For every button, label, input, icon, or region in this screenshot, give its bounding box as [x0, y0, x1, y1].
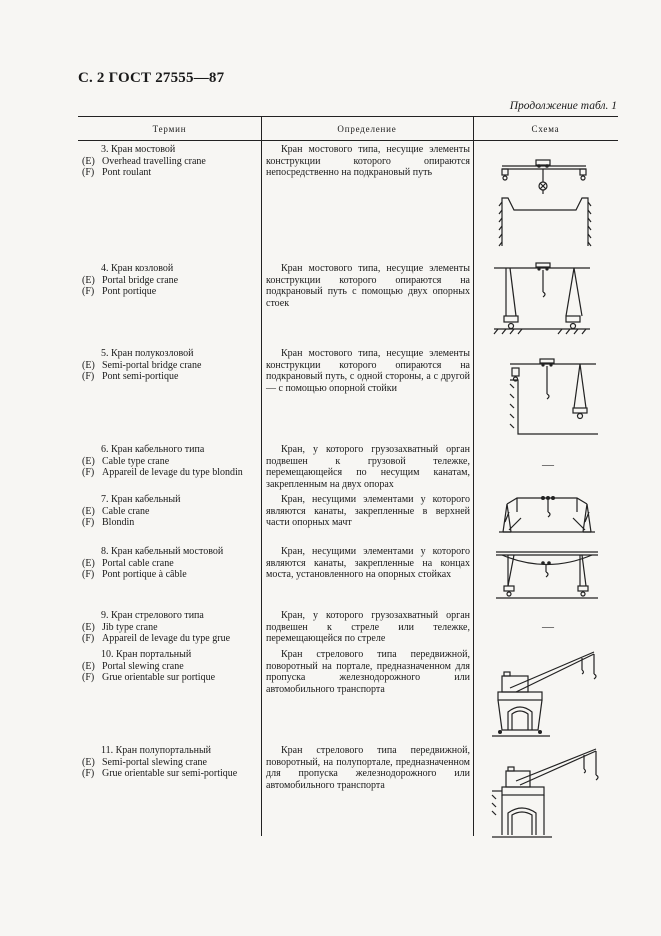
- term-en: Jib type crane: [102, 621, 158, 633]
- definition-text: Кран, несущими элементами у которого являются канаты, закрепленные на концах моста, установленного на опорных стойках: [266, 546, 470, 581]
- term-en: Portal slewing crane: [102, 660, 184, 672]
- table-row: 3. Кран мостовой (E) Overhead travelling crane (F) Pont roulant: [82, 144, 260, 179]
- semi-gantry-crane-schema: [508, 350, 598, 438]
- table-row: 5. Кран полукозловой (E) Semi-portal bridge crane (F) Pont semi-portique: [82, 348, 260, 383]
- term-ru: 5. Кран полукозловой: [101, 348, 194, 359]
- semi-portal-crane-schema: [490, 745, 602, 841]
- table-continuation-note: Продолжение табл. 1: [509, 100, 617, 112]
- term-fr: Blondin: [102, 517, 135, 529]
- term-fr: Pont portique: [102, 286, 157, 298]
- term-fr: Pont portique à câble: [102, 569, 187, 581]
- term-en: Portal bridge crane: [102, 274, 179, 286]
- term-en: Cable crane: [102, 505, 150, 517]
- table-row: 11. Кран полупортальный (E) Semi-portal slewing crane (F) Grue orientable sur semi-portique: [82, 745, 260, 780]
- term-ru: 8. Кран кабельный мостовой: [101, 546, 224, 557]
- table-row: 10. Кран портальный (E) Portal slewing crane (F) Grue orientable sur portique: [82, 649, 260, 684]
- term-en: Semi-portal bridge crane: [102, 359, 202, 371]
- column-header-definition: Определение: [337, 124, 397, 134]
- definition-text: Кран стрелового типа передвижной, поворотный на портале, предназначенном для пропуска железнодорожного или автомобильного транспорта: [266, 649, 470, 695]
- table-row: 9. Кран стрелового типа (E) Jib type crane (F) Appareil de levage du type grue: [82, 610, 260, 645]
- term-ru: 4. Кран козловой: [101, 263, 174, 274]
- portal-crane-schema: [490, 648, 602, 740]
- definition-text: Кран стрелового типа передвижной, поворотный, на полупортале, предназначенном для пропуска железнодорожного или автомобильного транспорта: [266, 745, 470, 791]
- term-en: Portal cable crane: [102, 557, 174, 569]
- table-top-rule: [78, 116, 618, 117]
- term-fr: Grue orientable sur semi-portique: [102, 768, 238, 780]
- column-header-schema: Схема: [531, 124, 560, 134]
- page-code: С. 2 ГОСТ 27555—87: [78, 70, 225, 86]
- term-en: Cable type crane: [102, 455, 170, 467]
- table-row: 4. Кран козловой (E) Portal bridge crane (F) Pont portique: [82, 263, 260, 298]
- cable-bridge-crane-schema: [494, 546, 600, 608]
- gantry-crane-schema: [492, 262, 592, 340]
- term-fr: Grue orientable sur portique: [102, 672, 216, 684]
- table-row: 8. Кран кабельный мостовой (E) Portal cable crane (F) Pont portique à câble: [82, 546, 260, 581]
- definition-text: Кран, у которого грузозахватный орган подвешен к стреле или тележке, перемещающейся по стреле: [266, 610, 470, 645]
- term-ru: 7. Кран кабельный: [101, 494, 181, 505]
- definition-text: Кран мостового типа, несущие элементы конструкции которого опираются на подкрановый путь, с одной стороны, а с другой — с помощью опорной стойки: [266, 348, 470, 394]
- definition-text: Кран, у которого грузозахватный орган подвешен к грузовой тележке, перемещающейся по несущим канатам, закрепленным на двух опорах: [266, 444, 470, 490]
- table-row: 7. Кран кабельный (E) Cable crane (F) Blondin: [82, 494, 260, 529]
- table-header-rule: [78, 140, 618, 141]
- column-header-terms: Термин: [152, 124, 187, 134]
- term-ru: 10. Кран портальный: [101, 649, 192, 660]
- term-ru: 3. Кран мостовой: [101, 144, 176, 155]
- definition-text: Кран мостового типа, несущие элементы конструкции которого опираются непосредственно на подкрановый путь: [266, 144, 470, 179]
- definition-text: Кран мостового типа, несущие элементы конструкции которого опираются на подкрановый путь с помощью двух опорных стоек: [266, 263, 470, 309]
- column-divider-1: [261, 116, 262, 836]
- schema-not-applicable: —: [542, 619, 554, 633]
- term-fr: Pont semi-portique: [102, 371, 179, 383]
- term-ru: 9. Кран стрелового типа: [101, 610, 204, 621]
- term-ru: 6. Кран кабельного типа: [101, 444, 205, 455]
- schema-not-applicable: —: [542, 457, 554, 471]
- cable-crane-schema: [497, 492, 597, 536]
- table-row: 6. Кран кабельного типа (E) Cable type crane (F) Appareil de levage du type blondin: [82, 444, 260, 479]
- definition-text: Кран, несущими элементами у которого являются канаты, закрепленные в верхней части опорных мачт: [266, 494, 470, 529]
- column-divider-2: [473, 116, 474, 836]
- term-fr: Appareil de levage du type grue: [102, 633, 231, 645]
- overhead-crane-schema: [492, 146, 592, 246]
- term-fr: Appareil de levage du type blondin: [102, 467, 243, 479]
- term-fr: Pont roulant: [102, 167, 152, 179]
- term-en: Overhead travelling crane: [102, 155, 206, 167]
- term-ru: 11. Кран полупортальный: [101, 745, 212, 756]
- term-en: Semi-portal slewing crane: [102, 756, 207, 768]
